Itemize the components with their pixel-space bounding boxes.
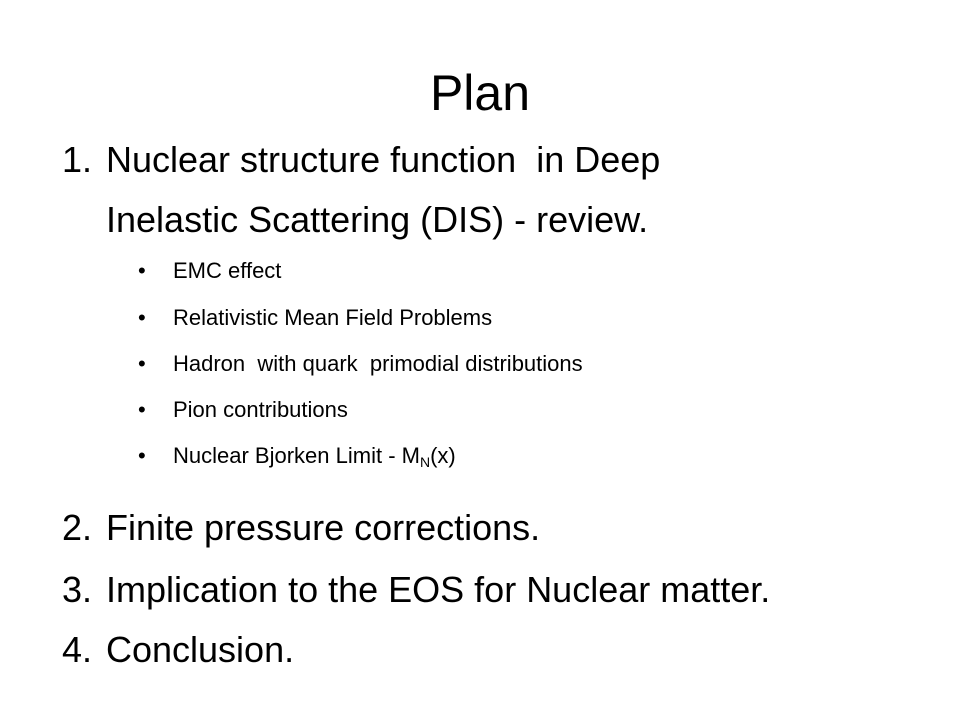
list-item-1-continuation: Inelastic Scattering (DIS) - review. [106, 199, 649, 240]
bullet-item [138, 303, 492, 333]
list-item-text: Nuclear structure function in Deep [106, 139, 661, 180]
bullet-text: Hadron with quark primodial distributions [173, 351, 583, 376]
bullet-text-after: (x) [430, 443, 456, 468]
list-item-3 [62, 564, 770, 616]
bullet-text: Nuclear Bjorken Limit - M [173, 443, 420, 468]
bullet-text: EMC effect [173, 258, 282, 283]
list-number: 2. [62, 507, 93, 548]
list-item-text: Conclusion. [106, 629, 295, 670]
bullet-subscript: N [419, 454, 431, 470]
bullet-text: Relativistic Mean Field Problems [173, 305, 493, 330]
list-number: 4. [62, 629, 93, 670]
bullet-marker: • [138, 443, 146, 468]
list-item-4 [62, 624, 294, 676]
list-item-2 [62, 502, 540, 554]
bullet-marker: • [138, 351, 146, 376]
list-number: 1. [62, 139, 93, 180]
bullet-marker: • [138, 305, 146, 330]
list-item-text: Finite pressure corrections. [106, 507, 541, 548]
list-number: 3. [62, 569, 93, 610]
list-item-1 [62, 134, 660, 186]
bullet-marker: • [138, 258, 146, 283]
list-item-text: Implication to the EOS for Nuclear matter. [106, 569, 771, 610]
bullet-item [138, 256, 281, 286]
slide-title: Plan [429, 65, 531, 121]
bullet-item [138, 395, 348, 425]
bullet-text: Pion contributions [173, 397, 348, 422]
bullet-item [138, 441, 456, 471]
bullet-marker: • [138, 397, 146, 422]
bullet-item [138, 349, 583, 379]
